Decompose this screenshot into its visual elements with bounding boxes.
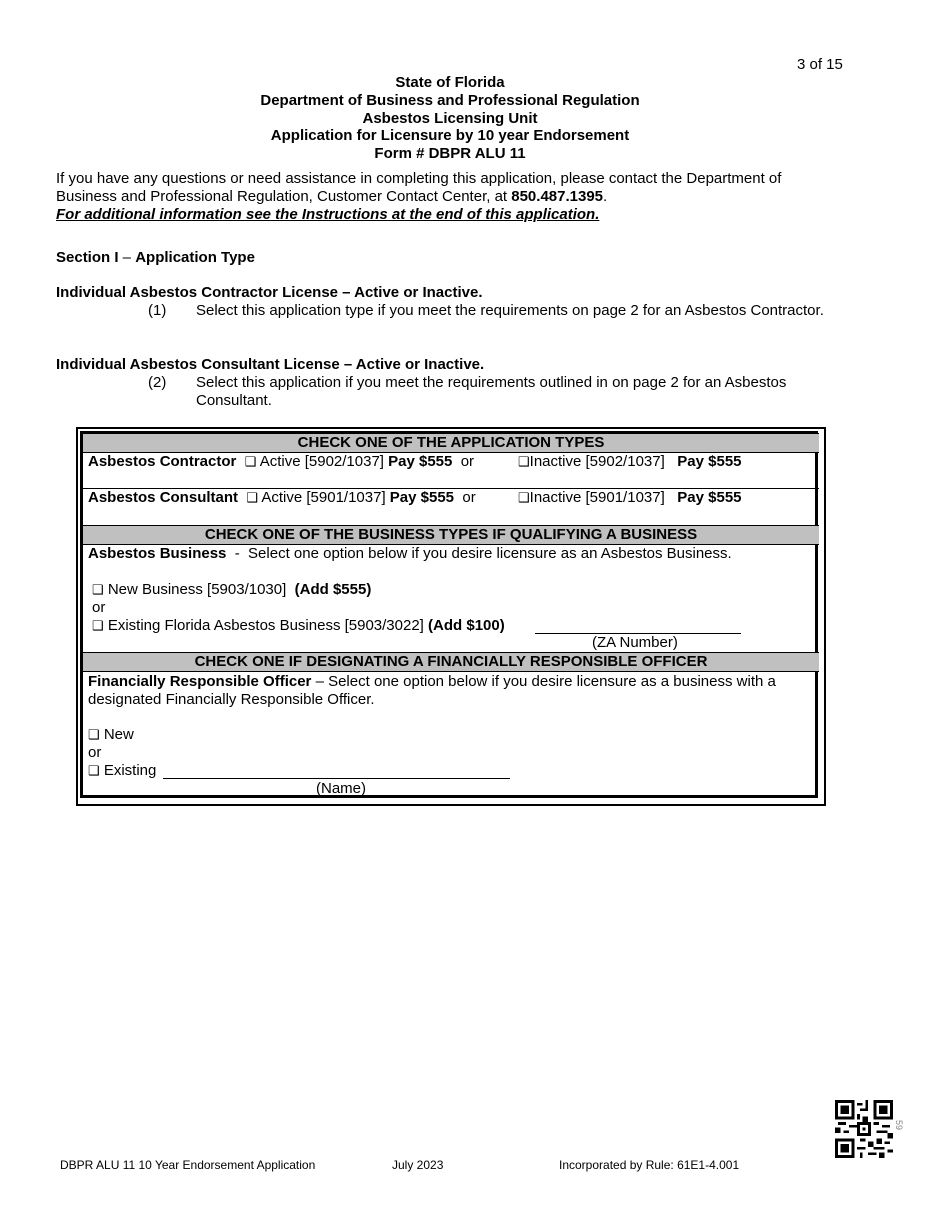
intro-period: . — [603, 188, 608, 205]
contractor-inactive-label: Inactive [5902/1037] — [529, 453, 665, 470]
footer-rule: Incorporated by Rule: 61E1-4.001 — [559, 1158, 740, 1172]
existing-business-option — [92, 617, 505, 634]
contractor-inactive-option — [518, 453, 742, 470]
section-dash: – — [118, 249, 136, 266]
new-business-option — [92, 581, 371, 598]
officer-existing-checkbox[interactable]: ❑ — [88, 763, 100, 778]
existing-business-fee: (Add $100) — [428, 617, 505, 634]
type-2-title: Individual Asbestos Consultant License – Active or Inactive. — [56, 356, 485, 373]
footer-date: July 2023 — [392, 1158, 444, 1172]
form-header — [0, 74, 900, 163]
officer-name-caption: (Name) — [316, 780, 367, 797]
qr-code-number: 59 — [894, 1120, 904, 1131]
new-business-checkbox[interactable]: ❑ — [92, 582, 104, 597]
business-types-header: CHECK ONE OF THE BUSINESS TYPES IF QUALIFYING A BUSINESS — [83, 525, 819, 545]
consultant-inactive-checkbox[interactable]: ❑ — [518, 490, 530, 505]
officer-description: – Select one option below if you desire licensure as a business with a designated Financially Responsible Officer. — [88, 673, 776, 708]
type-1-title: Individual Asbestos Contractor License – Active or Inactive. — [56, 284, 483, 301]
business-description: - Select one option below if you desire licensure as an Asbestos Business. — [226, 545, 732, 562]
header-form-number: Form # DBPR ALU 11 — [374, 145, 526, 163]
officer-row — [88, 673, 812, 709]
officer-existing-label: Existing — [103, 762, 157, 779]
application-box-inner-border — [80, 431, 818, 798]
application-types-header: CHECK ONE OF THE APPLICATION TYPES — [83, 433, 819, 453]
consultant-or: or — [462, 489, 476, 506]
intro-text: If you have any questions or need assistance in completing this application, please contact the Department of Business and Professional Regulation, Customer Contact Center, at — [56, 170, 782, 205]
consultant-inactive-label: Inactive [5901/1037] — [529, 489, 665, 506]
officer-new-checkbox[interactable]: ❑ — [88, 727, 100, 742]
consultant-active-label: Active [5901/1037] — [261, 489, 386, 506]
consultant-label: Asbestos Consultant — [88, 489, 239, 506]
existing-business-label: Existing Florida Asbestos Business [5903/3022] — [107, 617, 424, 634]
type-1-number: (1) — [148, 302, 167, 319]
type-1-description: Select this application type if you meet the requirements on page 2 for an Asbestos Contractor. — [196, 302, 824, 319]
new-business-fee: (Add $555) — [294, 581, 372, 598]
qr-code-icon — [835, 1100, 893, 1158]
officer-label: Financially Responsible Officer — [88, 673, 312, 690]
type-2-description: Select this application if you meet the requirements outlined in on page 2 for an Asbestos Consultant. — [196, 374, 787, 409]
section-title — [56, 249, 255, 266]
header-state: State of Florida — [395, 74, 505, 91]
consultant-active-fee: Pay $555 — [389, 489, 455, 506]
contractor-inactive-fee: Pay $555 — [677, 453, 742, 470]
contractor-or: or — [460, 453, 475, 470]
header-application-title: Application for Licensure by 10 year Endorsement — [270, 127, 630, 145]
consultant-row — [88, 489, 476, 506]
officer-or: or — [88, 744, 102, 761]
header-unit: Asbestos Licensing Unit — [362, 109, 538, 127]
contractor-active-checkbox[interactable]: ❑ — [244, 454, 257, 469]
section-name: Application Type — [135, 249, 255, 266]
additional-info-note: For additional information see the Instructions at the end of this application. — [56, 206, 600, 223]
page-number: 3 of 15 — [797, 56, 843, 73]
footer-form-name: DBPR ALU 11 10 Year Endorsement Application — [60, 1158, 316, 1172]
business-or: or — [92, 599, 106, 616]
contractor-active-fee: Pay $555 — [388, 453, 453, 470]
business-row — [88, 545, 732, 562]
intro-paragraph — [56, 170, 836, 224]
contractor-inactive-checkbox[interactable]: ❑ — [518, 454, 530, 469]
officer-existing-option — [88, 762, 156, 779]
section-number: Section I — [56, 249, 119, 266]
contractor-active-label: Active [5902/1037] — [259, 453, 384, 470]
contractor-row — [88, 453, 474, 470]
contractor-label: Asbestos Contractor — [88, 453, 237, 470]
new-business-label: New Business [5903/1030] — [107, 581, 287, 598]
contact-phone: 850.487.1395 — [511, 188, 604, 205]
existing-business-checkbox[interactable]: ❑ — [92, 618, 104, 633]
business-label: Asbestos Business — [88, 545, 227, 562]
consultant-inactive-option — [518, 489, 742, 506]
officer-name-field[interactable] — [163, 778, 510, 779]
officer-header: CHECK ONE IF DESIGNATING A FINANCIALLY RESPONSIBLE OFFICER — [83, 652, 819, 672]
header-department: Department of Business and Professional Regulation — [260, 91, 640, 109]
za-number-caption: (ZA Number) — [592, 634, 678, 651]
officer-new-option — [88, 726, 134, 743]
type-2-number: (2) — [148, 374, 167, 391]
consultant-inactive-fee: Pay $555 — [677, 489, 742, 506]
consultant-active-checkbox[interactable]: ❑ — [246, 490, 259, 505]
officer-new-label: New — [103, 726, 134, 743]
